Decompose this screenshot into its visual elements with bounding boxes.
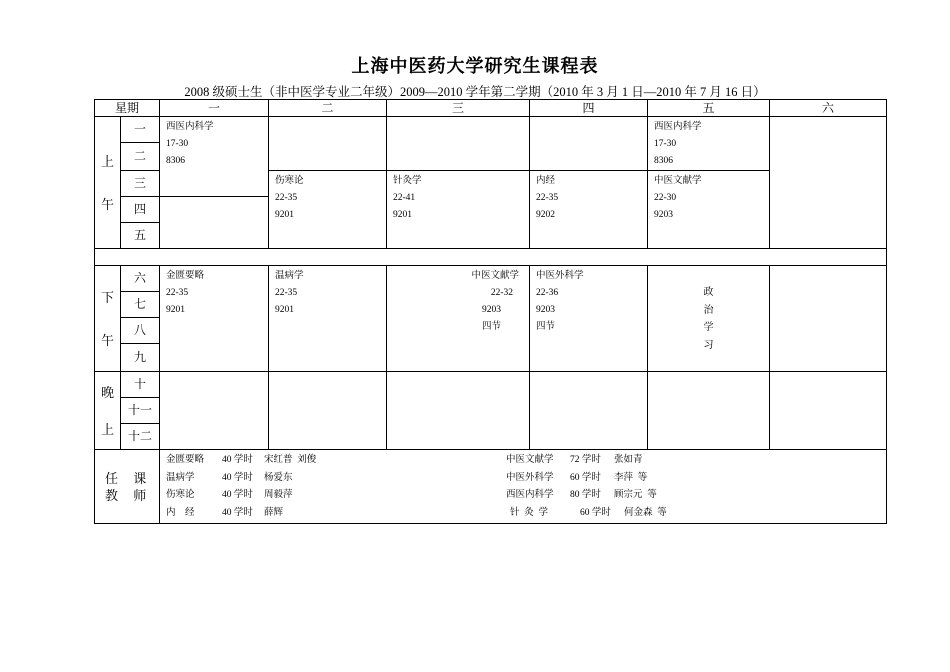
section-morning: 上 午 xyxy=(95,117,121,249)
teachers-right: 中医文献学 72 学时 张如青 中医外科学 60 学时 李萍 等 西医内科学 80 学时 顾宗元 等 针 灸 学 60 学时 何金森 等 xyxy=(506,455,667,518)
period-12: 十二 xyxy=(121,424,160,450)
noon-break-row xyxy=(95,249,887,266)
day-header-fri: 五 xyxy=(648,100,770,117)
day-header-wed: 三 xyxy=(387,100,530,117)
course-mon-morning: 西医内科学 17-30 8306 xyxy=(160,117,269,197)
section-evening: 晚 上 xyxy=(95,372,121,450)
section-afternoon: 下 午 xyxy=(95,266,121,372)
course-thu-morning: 内经 22-35 9202 xyxy=(530,171,648,249)
period-7: 七 xyxy=(121,292,160,318)
schedule-table xyxy=(94,99,887,524)
day-header-thu: 四 xyxy=(530,100,648,117)
course-wed-afternoon: 中医文献学 22-32 9203 四节 xyxy=(387,266,530,372)
day-header-sat: 六 xyxy=(770,100,887,117)
period-3: 三 xyxy=(121,171,160,197)
course-tue-afternoon: 温病学 22-35 9201 xyxy=(269,266,387,372)
teachers-left: 金匮要略 40 学时 宋红普 刘俊 温病学 40 学时 杨爱东 伤寒论 40 学时 周毅萍 内 经 40 学时 薛辉 xyxy=(166,455,317,518)
teachers-label: 任 课 教 师 xyxy=(95,450,160,524)
course-mon-afternoon: 金匮要略 22-35 9201 xyxy=(160,266,269,372)
page-title: 上海中医药大学研究生课程表 xyxy=(351,56,599,77)
period-5: 五 xyxy=(121,223,160,249)
teachers-list xyxy=(160,450,887,524)
period-4: 四 xyxy=(121,197,160,223)
course-fri-morning-late: 中医文献学 22-30 9203 xyxy=(648,171,770,249)
period-11: 十一 xyxy=(121,398,160,424)
header-row xyxy=(95,100,887,117)
course-tue-morning: 伤寒论 22-35 9201 xyxy=(269,171,387,249)
period-1: 一 xyxy=(121,117,160,143)
course-fri-afternoon: 政 治 学 习 xyxy=(648,266,770,372)
day-header-mon: 一 xyxy=(160,100,269,117)
period-8: 八 xyxy=(121,318,160,344)
period-9: 九 xyxy=(121,344,160,372)
day-header-tue: 二 xyxy=(269,100,387,117)
weekday-header: 星期 xyxy=(95,100,160,117)
period-10: 十 xyxy=(121,372,160,398)
course-wed-morning: 针灸学 22-41 9201 xyxy=(387,171,530,249)
course-fri-morning-early: 西医内科学 17-30 8306 xyxy=(648,117,770,171)
page-subtitle: 2008 级硕士生（非中医学专业二年级）2009—2010 学年第二学期（2010 年 3 月 1 日—2010 年 7 月 16 日） xyxy=(184,85,766,99)
period-6: 六 xyxy=(121,266,160,292)
course-thu-afternoon: 中医外科学 22-36 9203 四节 xyxy=(530,266,648,372)
period-2: 二 xyxy=(121,143,160,171)
